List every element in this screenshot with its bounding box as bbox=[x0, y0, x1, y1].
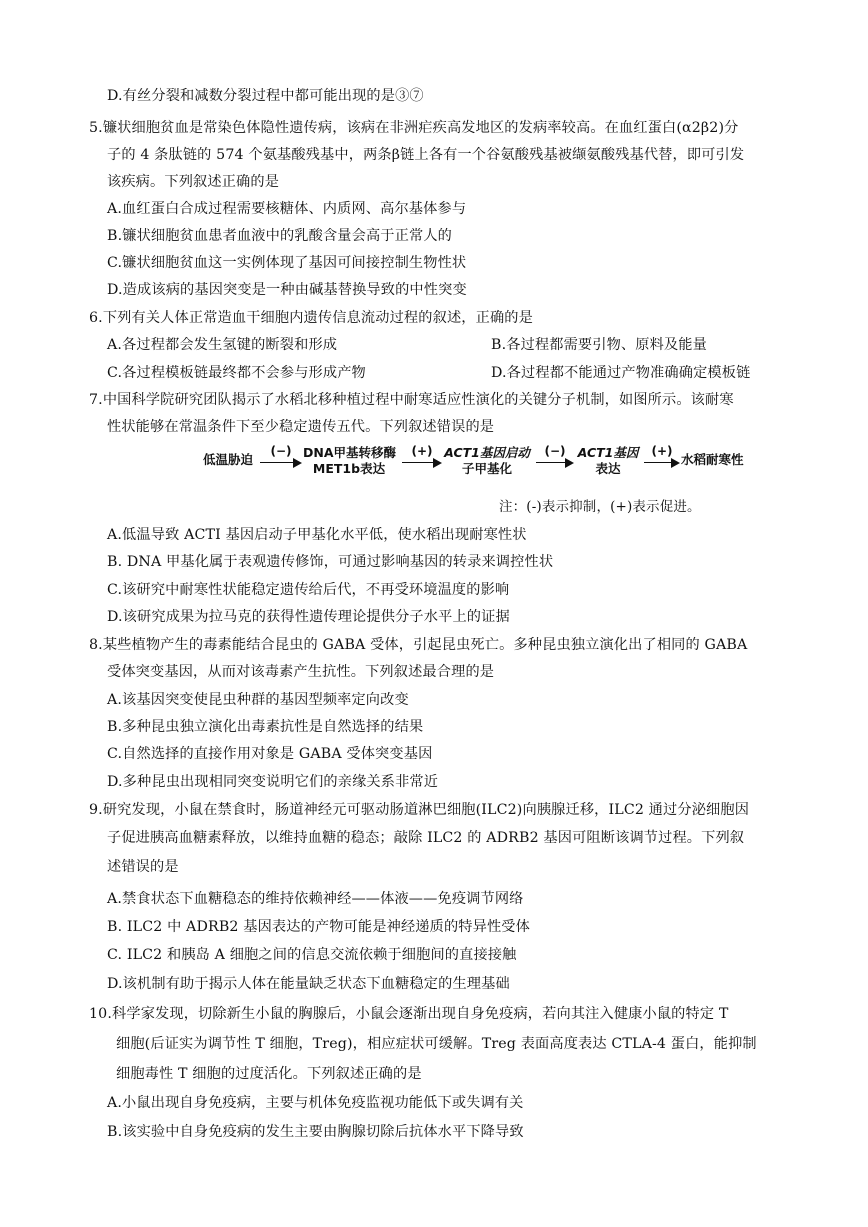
q6-option-b: B.各过程都需要引物、原料及能量 bbox=[491, 337, 707, 353]
q8-option-d: D.多种昆虫出现相同突变说明它们的亲缘关系非常近 bbox=[107, 774, 439, 790]
q6-option-d: D.各过程都不能通过产物准确确定模板链 bbox=[491, 365, 751, 381]
q7-flow-diagram bbox=[200, 441, 760, 487]
q7-option-b: B. DNA 甲基化属于表观遗传修饰，可通过影响基因的转录来调控性状 bbox=[107, 554, 554, 570]
q7-option-a: A.低温导致 ACTI 基因启动子甲基化水平低，使水稻出现耐寒性状 bbox=[107, 527, 527, 543]
flow-node-met1b-line1: DNA甲基转移酶 bbox=[303, 445, 397, 460]
q9-option-a: A.禁食状态下血糖稳态的维持依赖神经——体液——免疫调节网络 bbox=[107, 891, 524, 907]
q5-option-d: D.造成该病的基因突变是一种由碱基替换导致的中性突变 bbox=[107, 282, 467, 298]
flow-arrow-inhibit-1 bbox=[260, 444, 302, 463]
q10-stem-line3: 细胞毒性 T 细胞的过度活化。下列叙述正确的是 bbox=[116, 1066, 422, 1082]
q10-option-b: B.该实验中自身免疫病的发生主要由胸腺切除后抗体水平下降导致 bbox=[107, 1124, 524, 1140]
flow-sign-inhibit-1: (−) bbox=[270, 444, 292, 458]
q10-stem-line1: 10.科学家发现，切除新生小鼠的胸腺后，小鼠会逐渐出现自身免疫病，若向其注入健康小鼠的特定 T bbox=[89, 1006, 729, 1022]
q5-stem-line1: 5.镰状细胞贫血是常染色体隐性遗传病，该病在非洲疟疾高发地区的发病率较高。在血红蛋白(α2β2)分 bbox=[89, 120, 739, 136]
q8-option-a: A.该基因突变使昆虫种群的基因型频率定向改变 bbox=[107, 692, 409, 708]
q5-option-a: A.血红蛋白合成过程需要核糖体、内质网、高尔基体参与 bbox=[107, 201, 467, 217]
q6-option-a: A.各过程都会发生氢键的断裂和形成 bbox=[107, 337, 338, 353]
flow-arrow-promote-2 bbox=[644, 444, 680, 463]
flow-arrow-inhibit-2 bbox=[536, 444, 574, 463]
flow-node-act1-expression-line2: 表达 bbox=[595, 461, 621, 476]
q8-stem-line2: 受体突变基因，从而对该毒素产生抗性。下列叙述最合理的是 bbox=[107, 664, 495, 680]
q8-option-b: B.多种昆虫独立演化出毒素抗性是自然选择的结果 bbox=[107, 719, 424, 735]
q10-stem-line2: 细胞(后证实为调节性 T 细胞，Treg)，相应症状可缓解。Treg 表面高度表达 CTLA-4 蛋白，能抑制 bbox=[116, 1036, 757, 1052]
flow-node-act1-expression-line1: ACT1基因 bbox=[577, 445, 639, 460]
q7-stem-line1: 7.中国科学院研究团队揭示了水稻北移种植过程中耐寒适应性演化的关键分子机制，如图所示。该耐寒 bbox=[89, 392, 734, 408]
q9-option-c: C. ILC2 和胰岛 A 细胞之间的信息交流依赖于细胞间的直接接触 bbox=[107, 947, 517, 963]
q9-option-b: B. ILC2 中 ADRB2 基因表达的产物可能是神经递质的特异性受体 bbox=[107, 919, 530, 935]
flow-node-act1-methylation-line2: 子甲基化 bbox=[461, 461, 512, 476]
q7-option-c: C.该研究中耐寒性状能稳定遗传给后代，不再受环境温度的影响 bbox=[107, 582, 510, 598]
flow-node-met1b bbox=[303, 445, 395, 477]
q10-option-a: A.小鼠出现自身免疫病，主要与机体免疫监视功能低下或失调有关 bbox=[107, 1095, 524, 1111]
q7-stem-line2: 性状能够在常温条件下至少稳定遗传五代。下列叙述错误的是 bbox=[107, 419, 495, 435]
flow-sign-promote-1: (+) bbox=[411, 444, 433, 458]
flow-node-cold-tolerance: 水稻耐寒性 bbox=[681, 452, 744, 467]
q4-option-d: D.有丝分裂和减数分裂过程中都可能出现的是③⑦ bbox=[107, 88, 424, 104]
flow-sign-inhibit-2: (−) bbox=[544, 444, 566, 458]
flow-node-act1-methylation bbox=[444, 445, 530, 477]
q7-diagram-note: 注：(-)表示抑制，(+)表示促进。 bbox=[499, 499, 701, 515]
flow-node-met1b-line2: MET1b表达 bbox=[312, 461, 386, 476]
flow-node-act1-expression bbox=[576, 445, 640, 477]
flow-arrow-promote-1 bbox=[402, 444, 442, 463]
q8-stem-line1: 8.某些植物产生的毒素能结合昆虫的 GABA 受体，引起昆虫死亡。多种昆虫独立演化出了相同的 GABA bbox=[89, 637, 748, 653]
q6-stem: 6.下列有关人体正常造血干细胞内遗传信息流动过程的叙述，正确的是 bbox=[89, 310, 533, 326]
q9-option-d: D.该机制有助于揭示人体在能量缺乏状态下血糖稳定的生理基础 bbox=[107, 976, 510, 992]
flow-sign-promote-2: (+) bbox=[651, 444, 673, 458]
q9-stem-line2: 子促进胰高血糖素释放，以维持血糖的稳态；敲除 ILC2 的 ADRB2 基因可阻断该调节过程。下列叙 bbox=[107, 830, 745, 846]
q5-option-b: B.镰状细胞贫血患者血液中的乳酸含量会高于正常人的 bbox=[107, 228, 452, 244]
q9-stem-line3: 述错误的是 bbox=[107, 859, 179, 875]
q5-stem-line3: 该疾病。下列叙述正确的是 bbox=[107, 174, 280, 190]
q9-stem-line1: 9.研究发现，小鼠在禁食时，肠道神经元可驱动肠道淋巴细胞(ILC2)向胰腺迁移，ILC2 通过分泌细胞因 bbox=[89, 802, 750, 818]
q5-stem-line2: 子的 4 条肽链的 574 个氨基酸残基中，两条β链上各有一个谷氨酸残基被缬氨酸残基代替，即可引发 bbox=[107, 147, 745, 163]
q7-option-d: D.该研究成果为拉马克的获得性遗传理论提供分子水平上的证据 bbox=[107, 609, 510, 625]
q5-option-c: C.镰状细胞贫血这一实例体现了基因可间接控制生物性状 bbox=[107, 255, 467, 271]
q8-option-c: C.自然选择的直接作用对象是 GABA 受体突变基因 bbox=[107, 746, 433, 762]
flow-node-act1-methylation-line1: ACT1基因启动 bbox=[444, 445, 530, 460]
q6-option-c: C.各过程模板链最终都不会参与形成产物 bbox=[107, 365, 366, 381]
flow-node-low-temperature: 低温胁迫 bbox=[203, 452, 254, 467]
